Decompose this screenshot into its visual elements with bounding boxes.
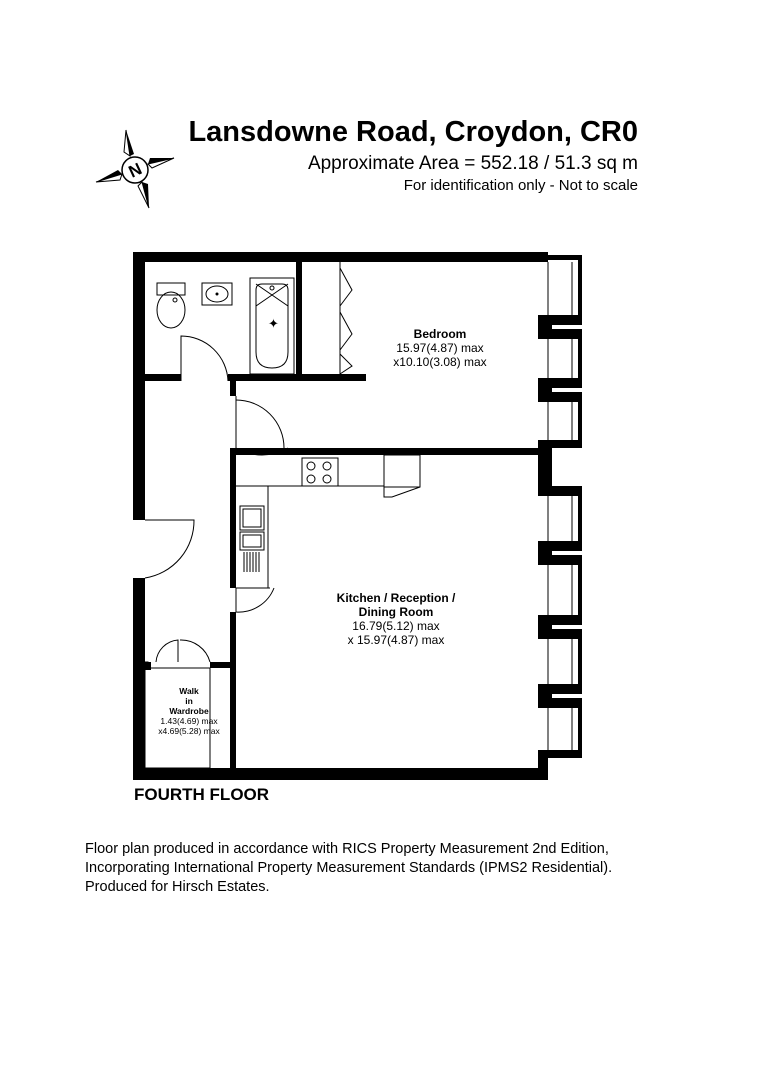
kitchen-label [316,591,476,648]
kitchen-dim-2: x 15.97(4.87) max [347,633,445,648]
right-facade [538,252,582,780]
wardrobe-name-3: Wardrobe [169,706,209,717]
bedroom-wardrobe [340,262,352,374]
footer-line-2: Incorporating International Property Measurement Standards (IPMS2 Residential). [85,860,613,876]
kitchen-units [236,455,420,588]
footer-line-3: Produced for Hirsch Estates. [85,879,270,895]
compass-letter: N [125,159,145,182]
wardrobe-dim-2: x4.69(5.28) max [158,726,220,737]
bedroom-dim-2: x10.10(3.08) max [393,355,487,370]
bedroom-dim-1: 15.97(4.87) max [396,341,484,356]
floor-label: FOURTH FLOOR [134,785,270,804]
door-swings [145,336,288,662]
kitchen-name-2: Dining Room [358,605,434,620]
approximate-area: Approximate Area = 552.18 / 51.3 sq m [307,153,638,174]
property-title: Lansdowne Road, Croydon, CR0 [188,116,638,148]
kitchen-name-1: Kitchen / Reception / [336,591,456,605]
footer-note [85,840,612,897]
footer-line-1: Floor plan produced in accordance with RICS Property Measurement 2nd Edition, [85,841,609,857]
wardrobe-label [150,686,228,736]
kitchen-dim-1: 16.79(5.12) max [352,619,440,634]
bedroom-name: Bedroom [413,327,467,341]
wardrobe-dim-1: 1.43(4.69) max [160,716,218,727]
wardrobe-name-2: in [185,696,193,707]
svg-text:✦: ✦ [268,317,279,332]
identification-note: For identification only - Not to scale [403,177,638,194]
bedroom-label [360,327,520,369]
wardrobe-name-1: Walk [179,686,199,696]
